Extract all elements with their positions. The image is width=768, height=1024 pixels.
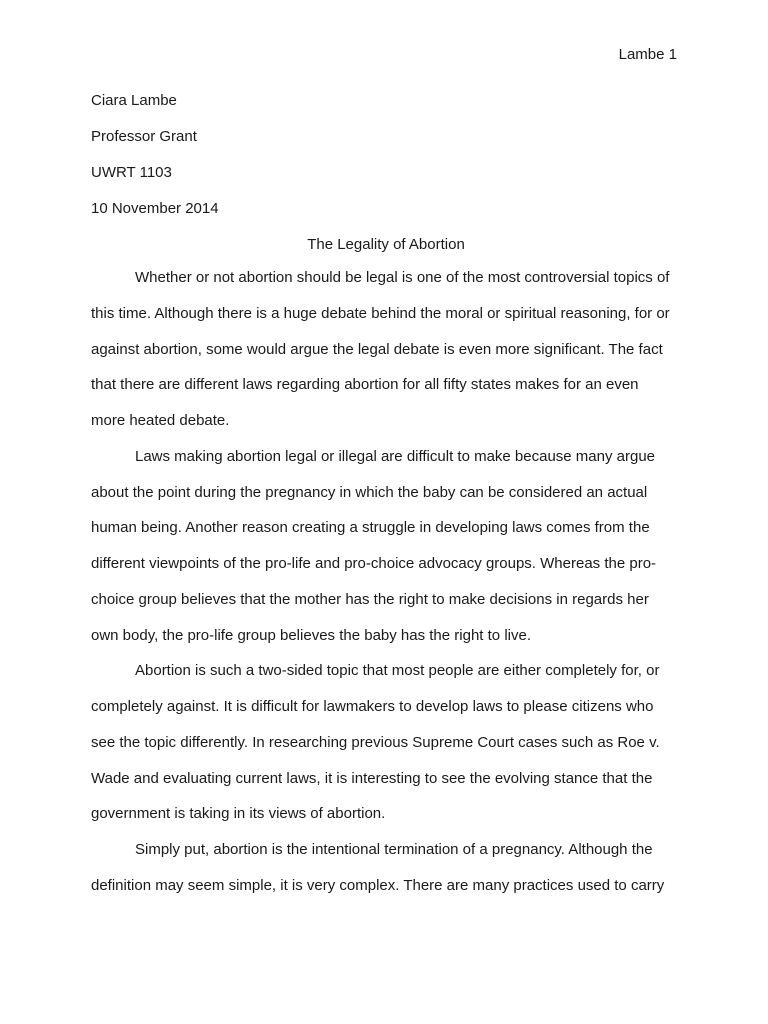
paragraph-2-line-6: own body, the pro-life group believes the baby has the right to live.	[91, 626, 531, 644]
student-name: Ciara Lambe	[91, 92, 177, 109]
paragraph-2-line-5: choice group believes that the mother has the right to make decisions in regards her	[91, 590, 649, 608]
paragraph-3-line-3: see the topic differently. In researching previous Supreme Court cases such as Roe v.	[91, 733, 660, 751]
paragraph-1-line-3: against abortion, some would argue the legal debate is even more significant. The fact	[91, 340, 663, 358]
essay-body	[91, 267, 681, 911]
paragraph-2-line-3: human being. Another reason creating a struggle in developing laws comes from the	[91, 519, 650, 537]
paragraph-4-line-2: definition may seem simple, it is very complex. There are many practices used to carry	[91, 876, 665, 894]
paragraph-2-line-1: Laws making abortion legal or illegal are difficult to make because many argue	[135, 447, 656, 465]
paragraph-1-line-4: that there are different laws regarding abortion for all fifty states makes for an even	[91, 376, 639, 394]
paragraph-2-line-2: about the point during the pregnancy in which the baby can be considered an actual	[91, 483, 648, 501]
paragraph-3-line-1: Abortion is such a two-sided topic that most people are either completely for, or	[135, 662, 660, 680]
paragraph-1-line-2: this time. Although there is a huge debate behind the moral or spiritual reasoning, for or	[91, 304, 670, 322]
mla-heading	[91, 90, 681, 270]
paragraph-3-line-4: Wade and evaluating current laws, it is interesting to see the evolving stance that the	[91, 769, 653, 787]
paragraph-2-line-4: different viewpoints of the pro-life and pro-choice advocacy groups. Whereas the pro-	[91, 555, 657, 572]
paragraph-4-line-1: Simply put, abortion is the intentional termination of a pregnancy. Although the	[135, 841, 653, 858]
essay-date: 10 November 2014	[91, 200, 219, 217]
running-header: Lambe 1	[618, 46, 677, 63]
course-code: UWRT 1103	[91, 164, 172, 181]
paragraph-1-line-1: Whether or not abortion should be legal is one of the most controversial topics of	[135, 269, 670, 286]
professor-name: Professor Grant	[91, 128, 197, 145]
paragraph-3-line-5: government is taking in its views of abortion.	[91, 805, 386, 823]
essay-title: The Legality of Abortion	[307, 236, 465, 253]
paragraph-3-line-2: completely against. It is difficult for lawmakers to develop laws to please citizens who	[91, 698, 654, 715]
paragraph-1-line-5: more heated debate.	[91, 412, 230, 429]
